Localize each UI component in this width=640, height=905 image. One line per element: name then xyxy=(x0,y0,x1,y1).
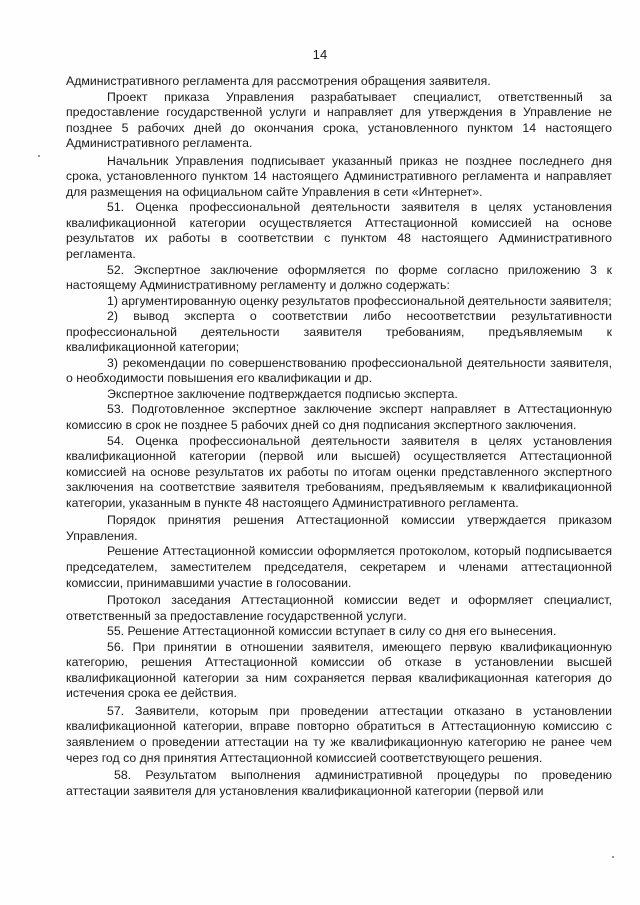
paragraph: 54. Оценка профессиональной деятельности заявителя в целях установления квалификационной категории (первой или высшей) осуществляется Аттестационной комиссией на основе результатов их работы по итогам оценки представленного экспертного заключения на соответствие заявителя требованиям, предъявляемым к квалификационной категории, указанным в пункте 48 настоящего Административного регламента. xyxy=(66,433,612,510)
paragraph: 56. При принятии в отношении заявителя, имеющего первую квалификационную категорию, решения Аттестационной комиссии об отказе в установлении высшей квалификационной категории за ним сохраняется первая квалификационная категория до истечения срока ее действия. xyxy=(66,639,612,701)
list-item: 3) рекомендации по совершенствованию профессиональной деятельности заявителя, о необходимости повышения его квалификации и др. xyxy=(66,355,612,386)
paragraph: Административного регламента для рассмотрения обращения заявителя. xyxy=(66,74,491,88)
paragraph: 55. Решение Аттестационной комиссии вступает в силу со дня его вынесения. xyxy=(107,624,557,639)
paragraph: Решение Аттестационной комиссии оформляется протоколом, который подписывается председателем, заместителем председателя, секретарем и членами аттестационной комиссии, принимавшими участие в голосовании. xyxy=(66,544,612,590)
page-number: 14 xyxy=(312,47,328,62)
paragraph: Порядок принятия решения Аттестационной комиссии утверждается приказом Управления. xyxy=(66,513,612,543)
paragraph: Протокол заседания Аттестационной комиссии ведет и оформляет специалист, ответственный за предоставление государственной услуги. xyxy=(66,593,612,623)
scan-speck xyxy=(38,155,40,157)
document-body xyxy=(66,74,612,799)
paragraph: 51. Оценка профессиональной деятельности заявителя в целях установления квалификационной категории осуществляется Аттестационной комиссией на основе результатов их работы в соответствии с пунктом 48 настоящего Административного регламента. xyxy=(66,200,612,262)
paragraph: 53. Подготовленное экспертное заключение эксперт направляет в Аттестационную комиссию в срок не позднее 5 рабочих дней со дня подписания экспертного заключения. xyxy=(66,402,612,433)
paragraph: 52. Экспертное заключение оформляется по форме согласно приложению 3 к настоящему Административному регламенту и должно содержать: xyxy=(66,262,612,293)
paragraph: 58. Результатом выполнения административной процедуры по проведению аттестации заявителя для установления квалификационной категории (первой или xyxy=(66,768,612,798)
paragraph: Начальник Управления подписывает указанный приказ не позднее последнего дня срока, установленного пунктом 14 настоящего Административного регламента и направляет для размещения на официальном сайте Управления в сети «Интернет». xyxy=(66,153,612,199)
paragraph: Экспертное заключение подтверждается подписью эксперта. xyxy=(107,386,458,401)
scan-speck xyxy=(612,856,614,858)
paragraph: 57. Заявители, которым при проведении аттестации отказано в установлении квалификационной категории, вправе повторно обратиться в Аттестационную комиссию с заявлением о проведении аттестации на ту же квалификационную категорию не ранее чем через год со дня принятия Аттестационной комиссией соответствующего решения. xyxy=(66,703,612,765)
list-item: 1) аргументированную оценку результатов профессиональной деятельности заявителя; xyxy=(107,293,612,308)
list-item: 2) вывод эксперта о соответствии либо несоответствии результативности профессиональной деятельности заявителя требованиям, предъявляемым к квалификационной категории; xyxy=(66,309,612,355)
paragraph: Проект приказа Управления разрабатывает специалист, ответственный за предоставление государственной услуги и направляет для утверждения в Управление не позднее 5 рабочих дней до окончания срока, установленного пунктом 14 настоящего Административного регламента. xyxy=(66,89,612,151)
